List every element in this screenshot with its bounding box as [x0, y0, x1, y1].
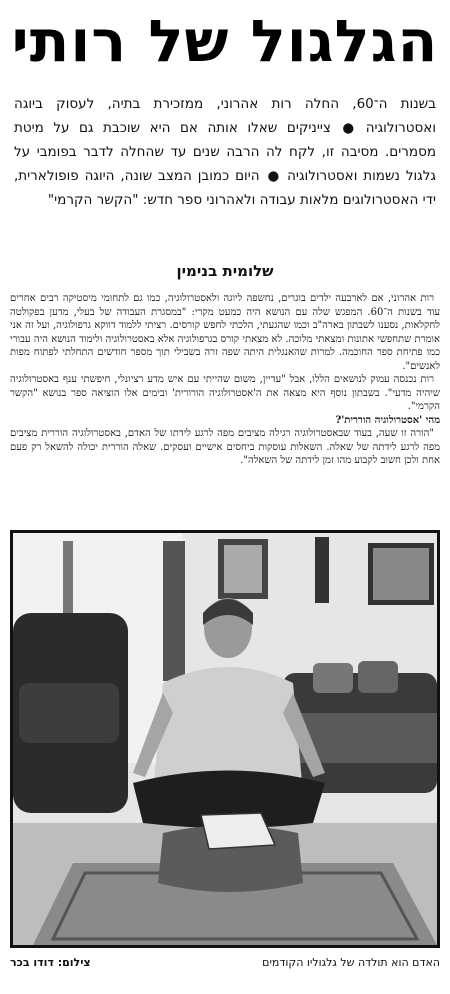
body-paragraph: רות נכנסה עמוק לנושאים הללו, אבל "עדיין, משום שהייתי עם איש מדע רציונלי, חיפשתי ענף באסטרולוגיה שיהיה מדעי". בשבתון נוסף היא מצאה את ה'אסטרולוגיה הורורית' ובימים אלו הוציאה ספר בנושא "הקשר הקרמי".	[10, 374, 440, 412]
lead-part-1: בשנות ה־60, החלה רות אהרוני, ממזכירת בתיה, לעסוק ביוגה ואסטרולוגיה	[14, 96, 437, 136]
photo-caption: האדם הוא תולדה של גלגוליו הקודמים	[262, 956, 440, 969]
byline: שלומית בנימין	[176, 262, 274, 280]
photo-caption-row	[10, 956, 440, 976]
bullet-icon: ●	[267, 168, 280, 184]
body-paragraph: רות אהרוני, אם לארבעה ילדים בוגרים, נחשפה ליוגה ולאסטרולוגיה, כמו גם לתחומי מיסטיקה רבים אחרים עוד בשנות ה־60. המפגש שלה עם הנושא היה כמעט מקרי: "במסגרת העבודה של בעלי, מדען בפקולטה לחקלאות, נסענו לשבתון בארה"ב וכמו שהגעתי, הלכתי לחפש קורסים. רציתי ללמוד דווקא גרפולוגיה, ועל זה אני אומרת שתחפשי אתונות ומצאתי מלוכה. לא מצאתי קורס בגרפולוגיה אלא באסטרולוגיה ולימוד הנושא היה עבורי כמו פתיחת ספר החוכמה. למרות שהאנגלית היתה שפה זרה בשבילי תוך מספר חודשים התחלתי לפתוח מפות לאנשים".	[10, 293, 440, 372]
wall-picture-2	[315, 537, 329, 603]
photo-illustration	[13, 533, 437, 945]
lead-part-3: היום כמובן המצב שונה, היוגה פופולארית, ידי האסטרולוגים מלאות עבודה ולאהרוני ספר חדש: "הקשר הקרמי"	[14, 168, 436, 208]
subheading: מהי 'אסטרולוגיה הוררית'?	[335, 414, 440, 426]
lead-part-2: צייניקים שאלו אותה אם היא שוכבת גם על מיטת מסמרים. מסיבה זו, לקח לה הרבה שנים עד שהחלה לדבר בפומבי על גלגול נשמות ואסטרולוגיה	[14, 120, 436, 184]
lead-paragraph	[14, 92, 436, 212]
bullet-icon: ●	[342, 120, 355, 136]
photo-credit: צילום: דודו בכר	[10, 956, 91, 969]
body-paragraph: "הורה זו שעה, בעוד שבאסטרולוגיה רגילה מציבים מפה לרגע לידתו של האדם, באסטרולוגיה הוררית מציבים מפה לרגע לידתה של שאלה. השאלות עוסקות ביחסים אישיים ועסקים. שאלה הוררית יכולה להשאל רק פעם אחת ולכן חשוב לקבוע מהו זמן לידתה של השאלה".	[10, 428, 440, 466]
book	[201, 813, 275, 849]
article-body	[10, 292, 440, 468]
headline: הגלגול של רותי	[11, 7, 439, 75]
article-photo	[10, 530, 440, 948]
